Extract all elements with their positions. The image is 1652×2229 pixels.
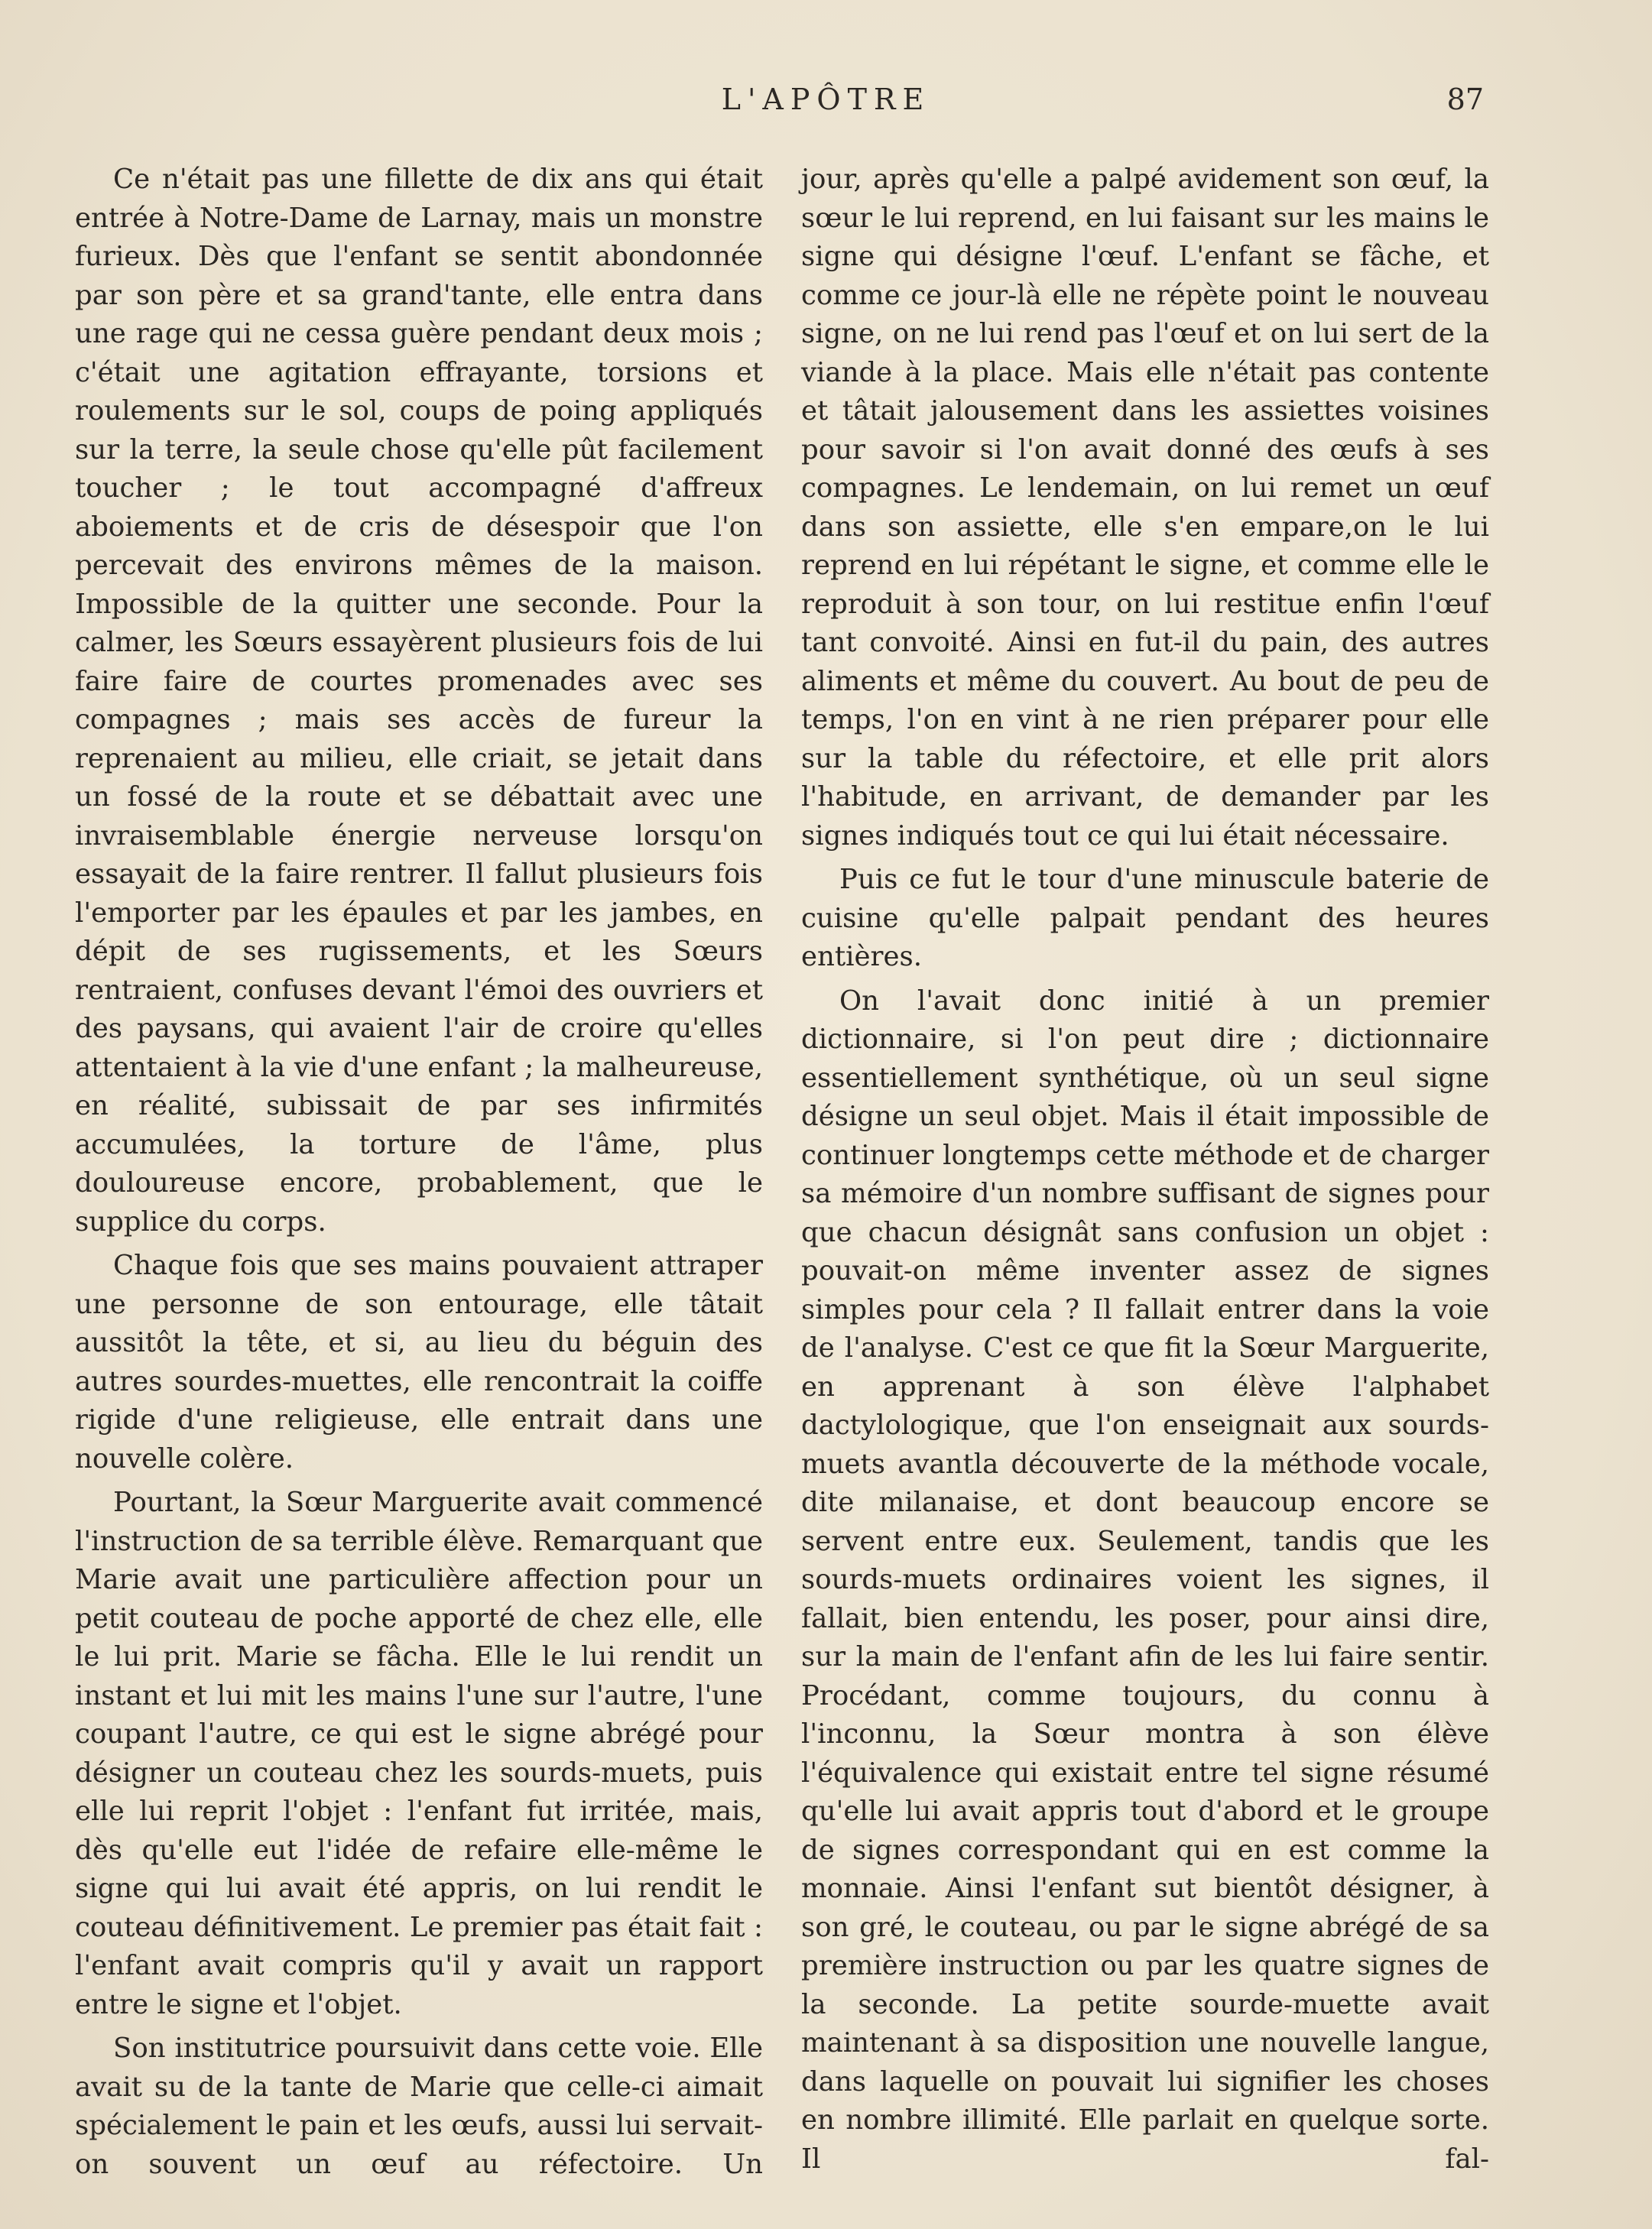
paragraph: Puis ce fut le tour d'une minuscule baterie de cuisine qu'elle palpait pendant des heures entières.: [801, 864, 1489, 972]
paragraph-continued: jour, après qu'elle a palpé avidement son œuf, la sœur le lui reprend, en lui faisant sur les mains le signe qui désigne l'œuf. L'enfant se fâche, et comme ce jour-là elle ne répète point le nouveau signe, on ne lui rend pas l'œuf et on lui sert de la viande à la place. Mais elle n'était pas contente et tâtait jalousement dans les assiettes voisines pour savoir si l'on avait donné des œufs à ses compagnes. Le lendemain, on lui remet un œuf dans son assiette, elle s'en empare,on le lui reprend en lui répétant le signe, et comme elle le reproduit à son tour, on lui restitue enfin l'œuf tant convoité. Ainsi en fut-il du pain, des autres aliments et même du couvert. Au bout de peu de temps, l'on en vint à ne rien préparer pour elle sur la table du réfectoire, et elle prit alors l'habitude, en arrivant, de demander par les signes indiqués tout ce qui lui était nécessaire.: [801, 164, 1489, 852]
paragraph: Chaque fois que ses mains pouvaient attraper une personne de son entourage, elle tâtait aussitôt la tête, et si, au lieu du béguin des autres sourdes-muettes, elle rencontrait la coiffe rigide d'une religieuse, elle entrait dans une nouvelle colère.: [75, 1250, 763, 1475]
left-column: [75, 161, 763, 2189]
running-title: L'APÔTRE: [721, 83, 931, 116]
page-number: 87: [1446, 83, 1484, 116]
right-column: [801, 161, 1489, 2184]
page-header: [0, 83, 1652, 128]
paragraph: On l'avait donc initié à un premier dictionnaire, si l'on peut dire ; dictionnaire essentiellement synthétique, où un seul signe désigne un seul objet. Mais il était impossible de continuer longtemps cette méthode et de charger sa mémoire d'un nombre suffisant de signes pour que chacun désignât sans confusion un objet : pouvait-on même inventer assez de signes simples pour cela ? Il fallait entrer dans la voie de l'analyse. C'est ce que fit la Sœur Marguerite, en apprenant à son élève l'alphabet dactylologique, que l'on enseignait aux sourds-muets avantla découverte de la méthode vocale, dite milanaise, et dont beaucoup encore se servent entre eux. Seulement, tandis que les sourds-muets ordinaires voient les signes, il fallait, bien entendu, les poser, pour ainsi dire, sur la main de l'enfant afin de les lui faire sentir. Procédant, comme toujours, du connu à l'inconnu, la Sœur montra à son élève l'équivalence qui existait entre tel signe résumé qu'elle lui avait appris tout d'abord et le groupe de signes correspondant qui en est comme la monnaie. Ainsi l'enfant sut bientôt désigner, à son gré, le couteau, ou par le signe abrégé de sa première instruction ou par les quatre signes de la seconde. La petite sourde-muette avait maintenant à sa disposition une nouvelle langue, dans laquelle on pouvait lui signifier les choses en nombre illimité. Elle parlait en quelque sorte. Il fal-: [801, 985, 1489, 2175]
paragraph: Pourtant, la Sœur Marguerite avait commencé l'instruction de sa terrible élève. Remarquant que Marie avait une particulière affection pour un petit couteau de poche apporté de chez elle, elle le lui prit. Marie se fâcha. Elle le lui rendit un instant et lui mit les mains l'une sur l'autre, l'une coupant l'autre, ce qui est le signe abrégé pour désigner un couteau chez les sourds-muets, puis elle lui reprit l'objet : l'enfant fut irritée, mais, dès qu'elle eut l'idée de refaire elle-même le signe qui lui avait été appris, on lui rendit le couteau définitivement. Le premier pas était fait : l'enfant avait compris qu'il y avait un rapport entre le signe et l'objet.: [75, 1487, 763, 2020]
paragraph: Ce n'était pas une fillette de dix ans qui était entrée à Notre-Dame de Larnay, mais un monstre furieux. Dès que l'enfant se sentit abondonnée par son père et sa grand'tante, elle entra dans une rage qui ne cessa guère pendant deux mois ; c'était une agitation effrayante, torsions et roulements sur le sol, coups de poing appliqués sur la terre, la seule chose qu'elle pût facilement toucher ; le tout accompagné d'affreux aboiements et de cris de désespoir que l'on percevait des environs mêmes de la maison. Impossible de la quitter une seconde. Pour la calmer, les Sœurs essayèrent plusieurs fois de lui faire faire de courtes promenades avec ses compagnes ; mais ses accès de fureur la reprenaient au milieu, elle criait, se jetait dans un fossé de la route et se débattait avec une invraisemblable énergie nerveuse lorsqu'on essayait de la faire rentrer. Il fallut plusieurs fois l'emporter par les épaules et par les jambes, en dépit de ses rugissements, et les Sœurs rentraient, confuses devant l'émoi des ouvriers et des paysans, qui avaient l'air de croire qu'elles attentaient à la vie d'une enfant ; la malheureuse, en réalité, subissait de par ses infirmités accumulées, la torture de l'âme, plus douloureuse encore, probablement, que le supplice du corps.: [75, 164, 763, 1238]
paragraph: Son institutrice poursuivit dans cette voie. Elle avait su de la tante de Marie que celle-ci aimait spécialement le pain et les œufs, aussi lui servait-on souvent un œuf au réfectoire. Un: [75, 2033, 763, 2180]
